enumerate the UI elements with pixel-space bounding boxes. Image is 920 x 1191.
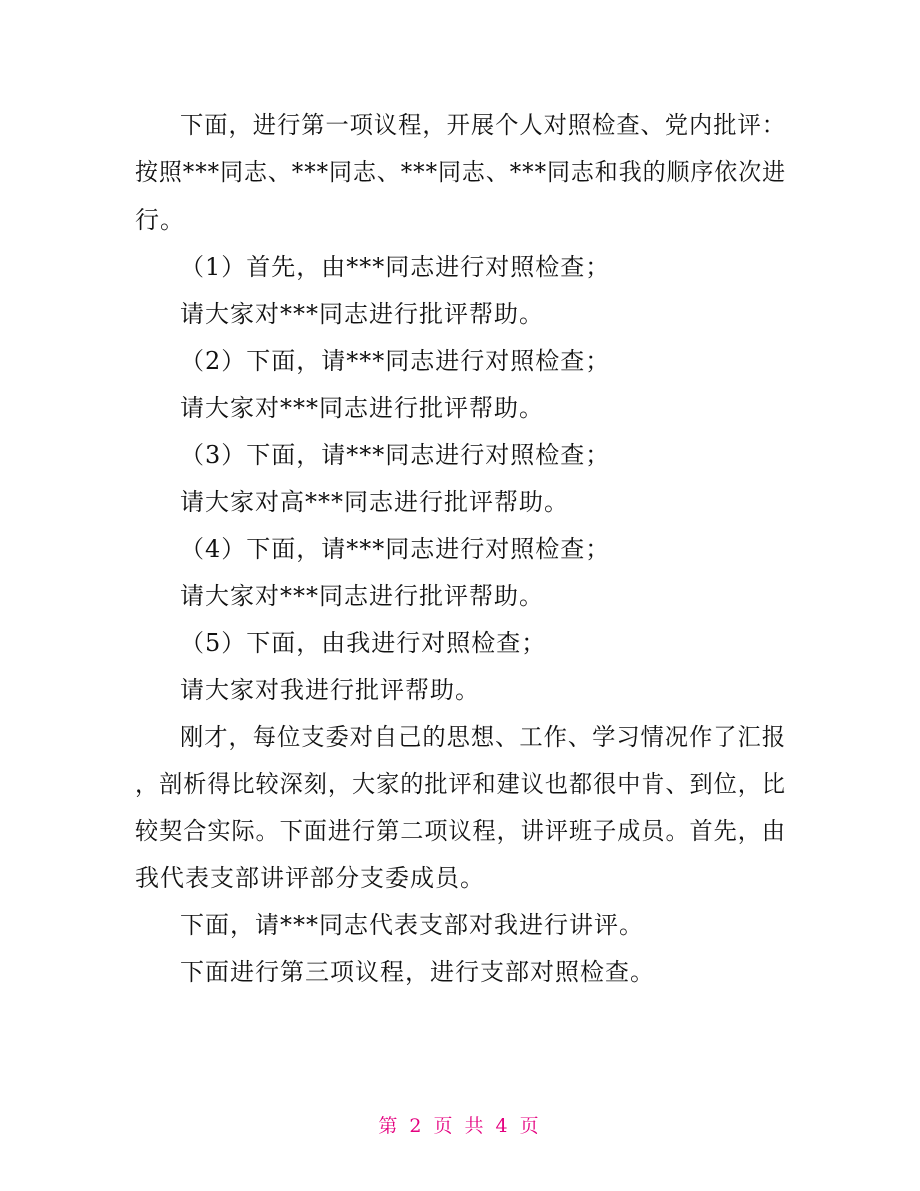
paragraph-agenda-three: 下面进行第三项议程，进行支部对照检查。	[180, 958, 655, 986]
paragraph-summary-line-3: 较契合实际。下面进行第二项议程，讲评班子成员。首先，由	[135, 817, 786, 845]
paragraph-branch-review: 下面，请***同志代表支部对我进行讲评。	[180, 911, 644, 939]
item-1-critique: 请大家对***同志进行批评帮助。	[180, 300, 544, 328]
paragraph-agenda-one-line-1: 下面，进行第一项议程，开展个人对照检查、党内批评：	[180, 111, 786, 139]
paragraph-agenda-one-line-3: 行。	[135, 206, 185, 234]
item-4-check: （4）下面，请***同志进行对照检查；	[180, 535, 611, 563]
paragraph-summary-line-2: ，剖析得比较深刻，大家的批评和建议也都很中肯、到位，比	[135, 770, 786, 798]
item-5-critique: 请大家对我进行批评帮助。	[180, 676, 480, 704]
paragraph-agenda-one-line-2: 按照***同志、***同志、***同志、***同志和我的顺序依次进	[135, 158, 786, 186]
item-5-check: （5）下面，由我进行对照检查；	[180, 629, 547, 657]
item-3-critique: 请大家对高***同志进行批评帮助。	[180, 488, 569, 516]
item-2-check: （2）下面，请***同志进行对照检查；	[180, 347, 611, 375]
page-number-footer: 第 2 页 共 4 页	[378, 1115, 542, 1137]
item-4-critique: 请大家对***同志进行批评帮助。	[180, 582, 544, 610]
item-3-check: （3）下面，请***同志进行对照检查；	[180, 441, 611, 469]
item-1-check: （1）首先，由***同志进行对照检查；	[180, 253, 611, 281]
paragraph-summary-line-4: 我代表支部讲评部分支委成员。	[135, 864, 485, 892]
paragraph-summary-line-1: 刚才，每位支委对自己的思想、工作、学习情况作了汇报	[180, 723, 786, 751]
item-2-critique: 请大家对***同志进行批评帮助。	[180, 394, 544, 422]
